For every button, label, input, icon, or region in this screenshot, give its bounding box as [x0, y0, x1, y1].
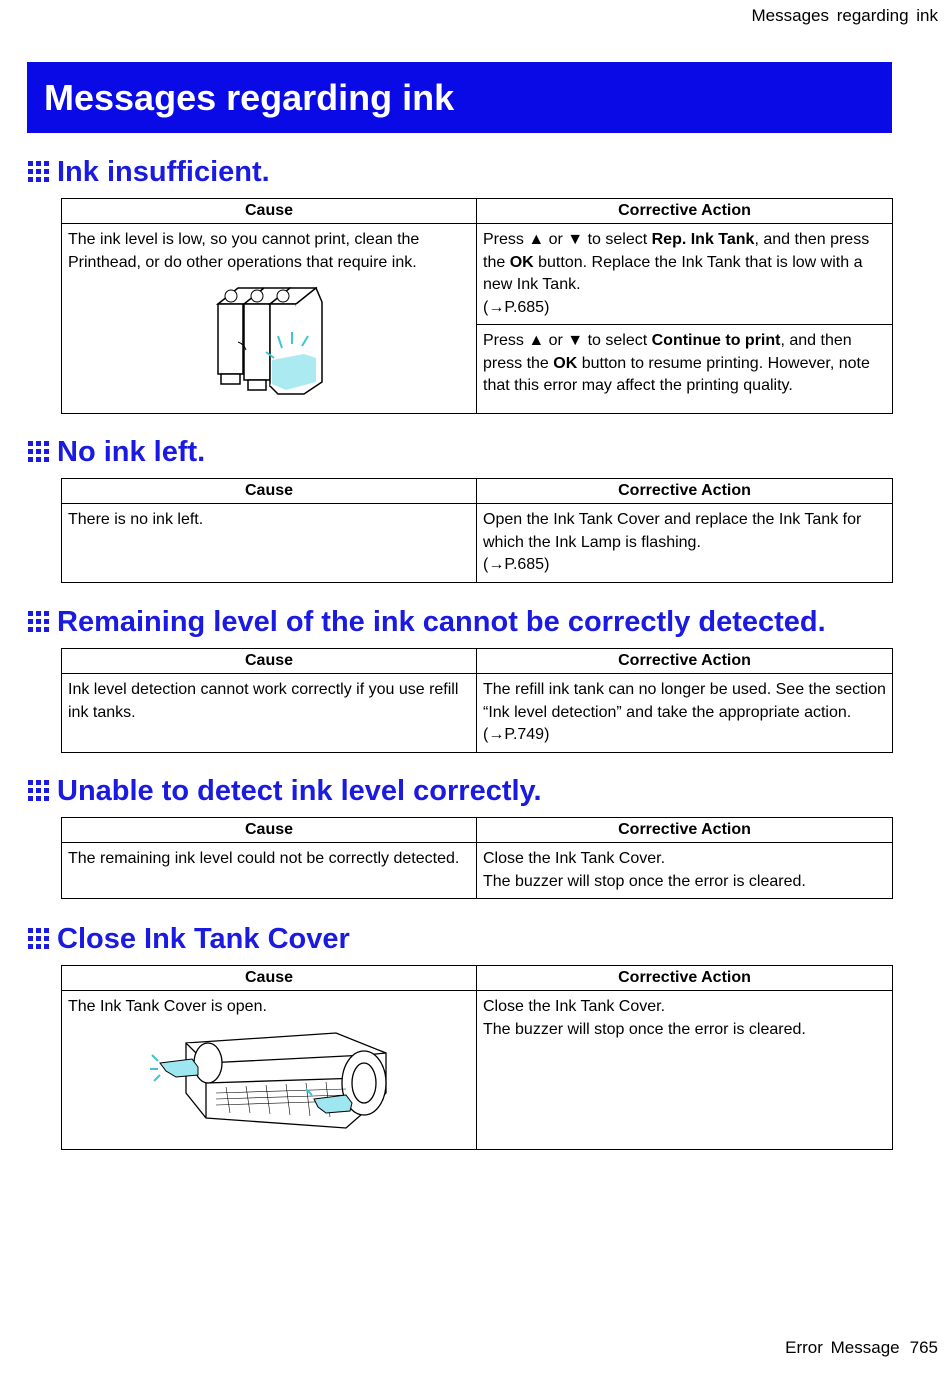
page-number: 765 [909, 1338, 938, 1357]
cause-text: The Ink Tank Cover is open. [68, 998, 267, 1015]
section-remaining-level-undetected [27, 605, 892, 743]
section-no-ink-left [27, 435, 892, 573]
section-title [27, 774, 892, 808]
ink-tank-illustration [208, 282, 328, 402]
section-title-text: No ink left. [57, 435, 206, 468]
page-reference: (→P.685) [483, 298, 550, 316]
cause-header: Cause [62, 966, 477, 991]
section-grid-icon [27, 160, 51, 184]
action-header: Corrective Action [477, 199, 893, 224]
action-cell: Press ▲ or ▼ to select Continue to print, and then press the OK button to resume printing. However, note that this error may affect the printing quality. [477, 325, 893, 414]
action-cell: Close the Ink Tank Cover. The buzzer will stop once the error is cleared. [477, 843, 893, 899]
error-table [61, 198, 893, 414]
section-title-text: Ink insufficient. [57, 155, 270, 188]
section-title [27, 155, 892, 189]
cause-header: Cause [62, 818, 477, 843]
running-head: Messages regarding ink [751, 6, 938, 25]
action-header: Corrective Action [477, 818, 893, 843]
page-reference: (→P.685) [483, 556, 550, 573]
action-cell: Open the Ink Tank Cover and replace the Ink Tank for which the Ink Lamp is flashing. (→P.685) [477, 504, 893, 583]
cause-header: Cause [62, 479, 477, 504]
cause-text: The ink level is low, so you cannot print, clean the Printhead, or do other operations that require ink. [68, 231, 420, 271]
printer-illustration [146, 1023, 396, 1133]
page-footer [775, 1338, 938, 1358]
footer-label: Error Message [785, 1338, 900, 1357]
section-title [27, 435, 892, 469]
page-title-banner: Messages regarding ink [27, 62, 892, 133]
error-table [61, 478, 893, 583]
cause-cell [62, 991, 477, 1150]
action-header: Corrective Action [477, 966, 893, 991]
section-grid-icon [27, 610, 51, 634]
cause-header: Cause [62, 199, 477, 224]
action-header: Corrective Action [477, 479, 893, 504]
section-grid-icon [27, 779, 51, 803]
error-table [61, 817, 893, 899]
action-cell: Press ▲ or ▼ to select Rep. Ink Tank, and then press the OK button. Replace the Ink Tank that is low with a new Ink Tank. (→P.685) [477, 224, 893, 325]
cause-header: Cause [62, 649, 477, 674]
error-table [61, 965, 893, 1150]
section-grid-icon [27, 927, 51, 951]
section-grid-icon [27, 440, 51, 464]
section-title-text: Remaining level of the ink cannot be correctly detected. [57, 605, 826, 638]
section-title-text: Unable to detect ink level correctly. [57, 774, 542, 807]
section-title [27, 605, 892, 639]
section-close-ink-tank-cover [27, 922, 892, 1038]
section-title-text: Close Ink Tank Cover [57, 922, 350, 955]
section-ink-insufficient [27, 155, 892, 394]
error-table [61, 648, 893, 753]
cause-cell: Ink level detection cannot work correctly if you use refill ink tanks. [62, 674, 477, 753]
cause-cell [62, 224, 477, 414]
action-cell: The refill ink tank can no longer be used. See the section “Ink level detection” and take the appropriate action. (→P.749) [477, 674, 893, 753]
section-unable-to-detect [27, 774, 892, 890]
action-cell: Close the Ink Tank Cover. The buzzer will stop once the error is cleared. [477, 991, 893, 1150]
section-title [27, 922, 892, 956]
action-header: Corrective Action [477, 649, 893, 674]
cause-cell: There is no ink left. [62, 504, 477, 583]
cause-cell: The remaining ink level could not be correctly detected. [62, 843, 477, 899]
